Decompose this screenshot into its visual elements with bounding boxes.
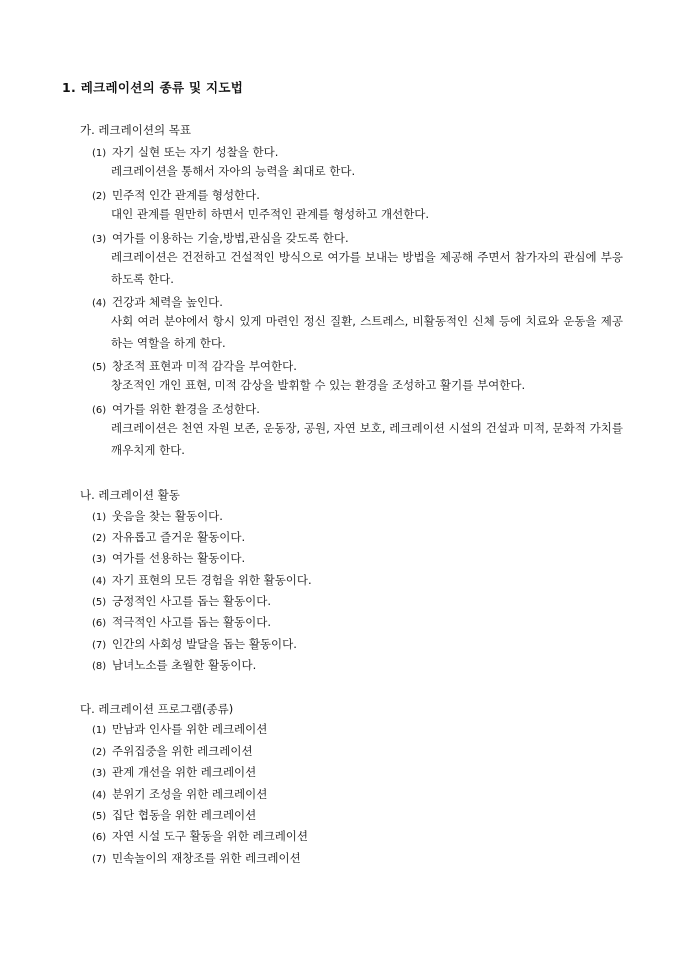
item-text: 자기 실현 또는 자기 성찰을 한다. [112,145,279,159]
section-heading-goals: 가. 레크레이션의 목표 [80,123,191,137]
item-text: 건강과 체력을 높인다. [112,295,223,309]
list-item [92,614,271,630]
list-item [92,764,256,780]
item-text: 여가를 위한 환경을 조성한다. [112,402,260,416]
section-heading-activities: 나. 레크레이션 활동 [80,488,180,502]
item-text: 관계 개선을 위한 레크레이션 [112,765,257,779]
item-description: 레크레이션을 통해서 자아의 능력을 최대로 한다. [111,164,356,178]
document-title: 1. 레크레이션의 종류 및 지도법 [62,80,244,95]
item-text: 주위집중을 위한 레크레이션 [112,744,253,758]
list-item [92,572,312,588]
section-heading-programs: 다. 레크레이션 프로그램(종류) [80,702,234,716]
list-item [92,508,223,524]
item-number: (5) [92,362,107,373]
item-number: (2) [92,747,107,758]
list-item [92,636,297,652]
list-item [92,828,308,844]
item-text: 적극적인 사고를 돕는 활동이다. [112,615,272,629]
item-number: (1) [92,725,107,736]
item-number: (2) [92,533,107,544]
list-item [92,850,301,866]
list-item [92,230,349,246]
list-item [92,294,223,310]
list-item [92,786,267,802]
item-text: 민속놀이의 재창조를 위한 레크레이션 [112,851,301,865]
item-number: (6) [92,618,107,629]
item-text: 분위기 조성을 위한 레크레이션 [112,787,268,801]
list-item [92,401,260,417]
item-number: (7) [92,854,107,865]
list-item [92,529,245,545]
item-number: (3) [92,234,107,245]
item-number: (5) [92,811,107,822]
list-item [92,657,256,673]
item-number: (8) [92,661,107,672]
item-number: (5) [92,597,107,608]
list-item [92,358,297,374]
item-number: (1) [92,512,107,523]
item-description: 사회 여러 분야에서 항시 있게 마련인 정신 질환, 스트레스, 비활동적인 신체 등에 치료와 운동을 제공하는 역할을 하게 한다. [111,314,623,350]
item-number: (4) [92,576,107,587]
item-number: (2) [92,191,107,202]
item-description: 레크레이션은 건전하고 건설적인 방식으로 여가를 보내는 방법을 제공해 주면서 참가자의 관심에 부응하도록 한다. [111,250,623,286]
list-item [92,721,267,737]
item-description: 창조적인 개인 표현, 미적 감상을 발휘할 수 있는 환경을 조성하고 활기를 부여한다. [111,378,526,392]
list-item [92,807,256,823]
list-item [92,187,260,203]
item-text: 인간의 사회성 발달을 돕는 활동이다. [112,637,297,651]
item-number: (6) [92,832,107,843]
item-text: 여가를 선용하는 활동이다. [112,551,246,565]
item-text: 남녀노소를 초월한 활동이다. [112,658,257,672]
item-number: (3) [92,554,107,565]
item-description: 대인 관계를 원만히 하면서 민주적인 관계를 형성하고 개선한다. [111,207,430,221]
item-number: (4) [92,298,107,309]
list-item [92,550,245,566]
item-text: 만남과 인사를 위한 레크레이션 [112,722,268,736]
list-item [92,593,271,609]
item-number: (6) [92,405,107,416]
item-text: 민주적 인간 관계를 형성한다. [112,188,260,202]
item-description: 레크레이션은 천연 자원 보존, 운동장, 공원, 자연 보호, 레크레이션 시설의 건설과 미적, 문화적 가치를 깨우치게 한다. [111,421,623,457]
item-text: 웃음을 찾는 활동이다. [112,509,223,523]
item-text: 긍정적인 사고를 돕는 활동이다. [112,594,272,608]
item-text: 창조적 표현과 미적 감각을 부여한다. [112,359,297,373]
list-item [92,743,253,759]
item-text: 여가를 이용하는 기술,방법,관심을 갖도록 한다. [112,231,349,245]
list-item [92,144,278,160]
item-text: 자연 시설 도구 활동을 위한 레크레이션 [112,829,309,843]
item-text: 집단 협동을 위한 레크레이션 [112,808,257,822]
item-number: (7) [92,640,107,651]
item-text: 자유롭고 즐거운 활동이다. [112,530,246,544]
item-number: (1) [92,148,107,159]
item-text: 자기 표현의 모든 경험을 위한 활동이다. [112,573,312,587]
item-number: (3) [92,768,107,779]
item-number: (4) [92,790,107,801]
